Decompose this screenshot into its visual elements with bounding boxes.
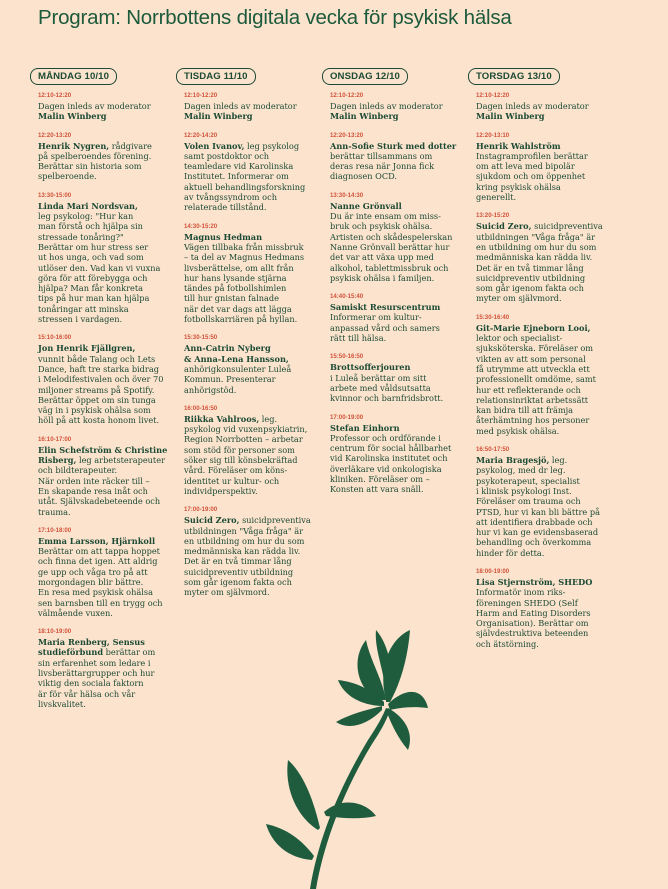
- time-slot: 12:10-12:20: [184, 92, 218, 99]
- speaker-name: Henrik Wahlström: [476, 140, 561, 151]
- speaker-name: Suicid Zero,: [184, 515, 240, 526]
- time-slot: 13:30-14:30: [330, 191, 364, 199]
- session-description: [476, 221, 618, 303]
- speaker-name: Brottsofferjouren: [330, 362, 411, 373]
- day-column-monday: [32, 64, 180, 709]
- session-text: leg arbetsterapeuter och bildterapeuter. När orden inte räcker till – En skapande resa inåt och utåt. Självskadebeteende och trauma.: [38, 455, 165, 517]
- session-text: Informatör inom riks- föreningen SHEDO (Self Harm and Eating Disorders Organisation). Berättar om självdestruktiva beteenden och ätstörning.: [476, 587, 591, 649]
- session-description: [38, 343, 180, 425]
- speaker-name: Henrik Nygren,: [38, 140, 110, 151]
- schedule-item: [38, 132, 180, 182]
- time-slot: 14:30-15:20: [184, 222, 218, 230]
- session-text: Du är inte ensam om miss- bruk och psykisk ohälsa. Artisten och skådespelerskan Nanne Grönvall berättar hur det var att växa upp med alkohol, tablettmissbruk och psykisk ohälsa i familjen.: [330, 211, 453, 283]
- session-text: leg psykolog: "Hur kan man förstå och hjälpa sin stressade tonåring?" Berättar om hur stress ser ut hos unga, och vad som utlöser den. Vad kan vi vuxna göra för att förebygga och hjälpa? Man får konkreta tips på hur man kan hjälpa tonåringar att minska stressen i vardagen.: [38, 211, 161, 325]
- time-slot: 12:10-12:20: [38, 92, 72, 99]
- time-slot: 12:10-12:20: [476, 92, 510, 99]
- day-label: MÅNDAG 10/10: [30, 68, 117, 85]
- day-column-tuesday: [178, 64, 326, 598]
- session-description: [330, 362, 472, 403]
- session-description: [476, 141, 618, 203]
- session-description: [184, 232, 326, 325]
- session-text: anhörigkonsulenter Luleå Kommun. Presenterar anhörigstöd.: [184, 363, 292, 395]
- session-text: Vägen tillbaka från missbruk – ta del av Magnus Hedmans livsberättelse, om allt från hur hans lysande stjärna tändes på fotbollshimlen till hur gnistan falnade när det var dags att lägga fotbollskarriären på hyllan.: [184, 241, 305, 325]
- speaker-name: Riikka Vahlroos,: [184, 413, 260, 424]
- time-slot: 16:10-17:00: [38, 435, 72, 443]
- time-slot: 12:20-13:20: [330, 131, 364, 139]
- time-slot: 15:30-16:40: [476, 313, 510, 321]
- session-text: Dagen inleds av moderator: [38, 101, 151, 111]
- time-slot: 18:00-19:00: [476, 567, 510, 575]
- session-description: [330, 302, 472, 343]
- time-slot: 17:00-19:00: [184, 506, 218, 514]
- speaker-name: Ann-Catrin Nyberg & Anna-Lena Hansson,: [184, 343, 289, 364]
- session-description: [330, 423, 472, 495]
- session-description: [476, 577, 618, 649]
- time-slot: 13:30-15:00: [38, 191, 72, 199]
- session-description: [38, 141, 180, 182]
- speaker-name: Maria Bragesjö,: [476, 455, 550, 466]
- schedule-item: [476, 212, 618, 303]
- schedule-item: [38, 334, 180, 425]
- session-text: leg. psykolog, med dr leg. psykoterapeut, specialist i klinisk psykologi Inst. Föreläser om trauma och PTSD, hur vi kan bli bättre på att identifiera drabbade och hur vi kan ge evidensbaserad behandling och överkomma hinder för detta.: [476, 455, 600, 558]
- time-slot: 12:10-12:20: [330, 92, 364, 99]
- schedule-item: [38, 628, 180, 709]
- speaker-name: Jon Henrik Fjällgren,: [38, 343, 136, 354]
- session-text: Informerar om kultur- anpassad vård och samers rätt till hälsa.: [330, 312, 440, 344]
- schedule-item: [184, 132, 326, 213]
- session-description: [38, 536, 180, 618]
- time-slot: 17:00-19:00: [330, 413, 364, 421]
- speaker-name: Maria Renberg, Sensus studieförbund: [38, 637, 145, 658]
- session-text: Instagramprofilen berättar om att leva med bipolär sjukdom och om öppenhet kring psykisk ohälsa generellt.: [476, 150, 588, 203]
- time-slot: 15:50-16:50: [330, 353, 364, 361]
- session-text: rådgivare på spelberoendes förening. Berättar sin historia som spelberoende.: [38, 140, 152, 182]
- time-slot: 14:40-15:40: [330, 293, 364, 301]
- session-text: leg psykolog samt postdoktor och teamledare vid Karolinska Institutet. Informerar om aktuell behandlingsforskning av tvångssyndrom och relaterade tillstånd.: [184, 140, 306, 213]
- schedule-item: [330, 293, 472, 343]
- time-slot: 12:20-14:20: [184, 131, 218, 139]
- session-description: [38, 637, 180, 709]
- moderator-name: Malin Winberg: [38, 111, 107, 122]
- speaker-name: Magnus Hedman: [184, 231, 263, 242]
- time-slot: 15:30-15:50: [184, 334, 218, 342]
- day-label: TISDAG 11/10: [176, 68, 256, 85]
- session-text: lektor och specialist- sjuksköterska. Föreläser om vikten av att som personal få utrymme att utveckla ett professionellt omdöme, samt hur ett reflekterande och relationsinriktat arbetssätt kan bidra till att främja återhämtning hos personer med psykisk ohälsa.: [476, 333, 596, 436]
- session-description: [330, 201, 472, 283]
- time-slot: 15:10-16:00: [38, 334, 72, 342]
- schedule-item: [38, 436, 180, 517]
- session-text: vunnit både Talang och Lets Dance, haft tre starka bidrag i Melodifestivalen och över 70 miljoner streams på Spotify. Berättar öppet om sin tunga väg in i psykisk ohälsa som höll på att kosta honom livet.: [38, 353, 164, 426]
- session-description: [476, 455, 618, 558]
- session-description: [184, 101, 326, 122]
- session-text: Dagen inleds av moderator: [330, 101, 443, 111]
- schedule-item: [38, 92, 180, 122]
- day-label: TORSDAG 13/10: [468, 68, 560, 85]
- time-slot: 18:10-19:00: [38, 628, 72, 636]
- speaker-name: Lisa Stjernström, SHEDO: [476, 576, 593, 587]
- session-description: [184, 414, 326, 496]
- session-description: [38, 201, 180, 325]
- day-label: ONSDAG 12/10: [322, 68, 408, 85]
- speaker-name: Suicid Zero,: [476, 221, 532, 232]
- speaker-name: Elin Schefström & Christine Risberg,: [38, 444, 168, 466]
- schedule-item: [476, 446, 618, 558]
- session-description: [330, 101, 472, 122]
- time-slot: 16:00-16:50: [184, 404, 218, 412]
- speaker-name: Nanne Grönvall: [330, 200, 402, 211]
- speaker-name: Linda Mari Nordsvan,: [38, 200, 138, 211]
- session-text: suicidpreventiva utbildningen "Våga fråga" är en utbildning om hur du som medmänniska kan rädda liv. Det är en två timmar lång suicidpreventiv utbildning som går igenom fakta och myter om självmord.: [184, 515, 311, 598]
- schedule-item: [330, 414, 472, 495]
- session-description: [476, 101, 618, 122]
- schedule-item: [476, 568, 618, 649]
- schedule-item: [184, 334, 326, 394]
- session-text: Dagen inleds av moderator: [184, 101, 297, 111]
- time-slot: 12:20-13:20: [38, 131, 72, 139]
- session-text: suicidpreventiva utbildningen "Våga fråga" är en utbildning om hur du som medmänniska kan rädda liv. Det är en två timmar lång suicidpreventiv utbildning som går igenom fakta och myter om självmord.: [476, 221, 603, 304]
- schedule-item: [38, 192, 180, 325]
- moderator-name: Malin Winberg: [476, 111, 545, 122]
- session-description: [184, 141, 326, 213]
- day-column-thursday: [470, 64, 618, 649]
- session-text: Dagen inleds av moderator: [476, 101, 589, 111]
- schedule-item: [476, 132, 618, 203]
- day-column-wednesday: [324, 64, 472, 495]
- speaker-name: Emma Larsson, Hjärnkoll: [38, 535, 156, 546]
- time-slot: 17:10-18:00: [38, 526, 72, 534]
- speaker-name: Ann-Sofie Sturk med dotter: [330, 140, 457, 151]
- speaker-name: Git-Marie Ejneborn Looi,: [476, 322, 591, 333]
- schedule-item: [184, 223, 326, 325]
- plant-illustration: [258, 590, 428, 889]
- time-slot: 16:50-17:50: [476, 446, 510, 454]
- session-text: Berättar om att tappa hoppet och finna det igen. Att aldrig ge upp och våga tro på att morgondagen blir bättre. En resa med psykisk ohälsa sen barnsben till en trygg och välmående vuxen.: [38, 546, 163, 618]
- schedule-item: [184, 506, 326, 597]
- schedule-item: [330, 353, 472, 403]
- speaker-name: Volen Ivanov,: [184, 140, 245, 151]
- session-description: [184, 343, 326, 394]
- moderator-name: Malin Winberg: [184, 111, 253, 122]
- speaker-name: Samiskt Resurscentrum: [330, 302, 441, 313]
- schedule-item: [476, 92, 618, 122]
- session-description: [38, 101, 180, 122]
- time-slot: 13:20-15:20: [476, 212, 510, 220]
- session-text: Professor och ordförande i centrum för social hållbarhet vid Karolinska institutet och överläkare vid onkologiska kliniken. Föreläser om – Konsten att vara snäll.: [330, 432, 452, 495]
- session-description: [330, 141, 472, 182]
- session-text: i Luleå berättar om sitt arbete med våldsutsatta kvinnor och barnfridsbrott.: [330, 372, 444, 404]
- session-description: [38, 445, 180, 517]
- schedule-item: [38, 527, 180, 618]
- moderator-name: Malin Winberg: [330, 111, 399, 122]
- session-text: berättar om sin erfarenhet som ledare i livsberättargrupper och hur viktig den sociala faktorn är för vår hälsa och vår livskvalitet.: [38, 647, 156, 709]
- session-text: berättar tillsammans om deras resa när Jonna fick diagnosen OCD.: [330, 150, 435, 182]
- schedule-item: [330, 132, 472, 182]
- session-description: [184, 515, 326, 597]
- page-title: Program: Norrbottens digitala vecka för psykisk hälsa: [38, 6, 512, 29]
- time-slot: 12:20-13:10: [476, 131, 510, 139]
- schedule-item: [476, 314, 618, 436]
- schedule-item: [184, 92, 326, 122]
- session-text: leg. psykolog vid vuxenpsykiatrin, Region Norrbotten – arbetar som stöd för personer som söker sig till könsbekräftad vård. Föreläser om köns- identitet ur kultur- och individperspektiv.: [184, 413, 308, 496]
- schedule-item: [184, 405, 326, 496]
- speaker-name: Stefan Einhorn: [330, 422, 400, 433]
- session-description: [476, 323, 618, 436]
- schedule-item: [330, 192, 472, 283]
- schedule-item: [330, 92, 472, 122]
